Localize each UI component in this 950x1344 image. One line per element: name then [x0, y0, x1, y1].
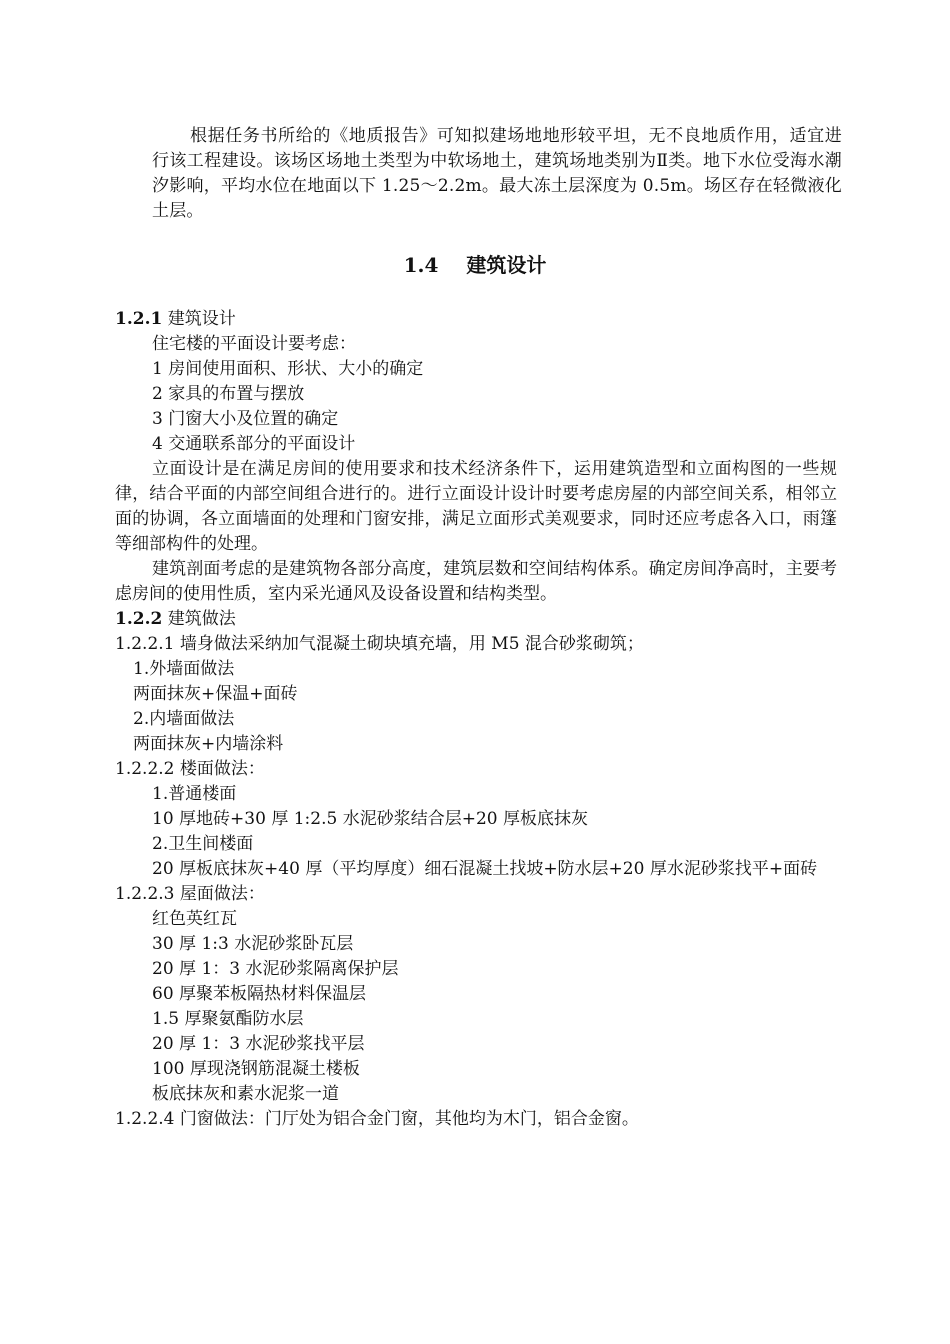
subsection-title: 建筑设计 [167, 309, 236, 329]
roof-layer: 20 厚 1：3 水泥砂浆找平层 [152, 1034, 365, 1054]
roof-layer: 1.5 厚聚氨酯防水层 [152, 1009, 304, 1029]
wall-method-line: 两面抹灰+保温+面砖 [133, 684, 298, 704]
section-design-paragraph: 建筑剖面考虑的是建筑物各部分高度，建筑层数和空间结构体系。确定房间净高时，主要考虑房间的使用性质，室内采光通风及设备设置和结构类型。 [115, 559, 837, 604]
floor-method-line: 10 厚地砖+30 厚 1:2.5 水泥砂浆结合层+20 厚板底抹灰 [152, 809, 588, 829]
roof-layer: 20 厚 1：3 水泥砂浆隔离保护层 [152, 959, 399, 979]
plan-item: 1 房间使用面积、形状、大小的确定 [152, 359, 424, 379]
section-number: 1.4 [403, 253, 439, 277]
elevation-design-paragraph: 立面设计是在满足房间的使用要求和技术经济条件下，运用建筑造型和立面构图的一些规律，结合平面的内部空间组合进行的。进行立面设计设计时要考虑房屋的内部空间关系，相邻立面的协调，各立面墙面的处理和门窗安排，满足立面形式美观要求，同时还应考虑各入口，雨篷等细部构件的处理。 [115, 459, 837, 554]
roof-layer: 板底抹灰和素水泥浆一道 [152, 1084, 339, 1104]
roof-layer: 100 厚现浇钢筋混凝土楼板 [152, 1059, 360, 1079]
plan-item: 4 交通联系部分的平面设计 [152, 434, 356, 454]
section-heading [0, 252, 950, 278]
subsection-heading-1-2-2 [115, 607, 837, 632]
wall-method-line: 1.外墙面做法 [133, 659, 235, 679]
subsection-heading-1-2-1 [115, 307, 837, 332]
floor-method-heading: 1.2.2.2 楼面做法： [115, 759, 265, 779]
wall-method-heading: 1.2.2.1 墙身做法采纳加气混凝土砌块填充墙，用 M5 混合砂浆砌筑； [115, 634, 644, 654]
geology-paragraph: 根据任务书所给的《地质报告》可知拟建场地地形较平坦，无不良地质作用，适宜进行该工程建设。该场区场地土类型为中软场地土，建筑场地类别为Ⅱ类。地下水位受海水潮汐影响，平均水位在地面以下 1.25～2.2m。最大冻土层深度为 0.5m。场区存在轻微液化土层。 [152, 126, 842, 221]
plan-item: 3 门窗大小及位置的确定 [152, 409, 339, 429]
floor-method-line: 20 厚板底抹灰+40 厚（平均厚度）细石混凝土找坡+防水层+20 厚水泥砂浆找平+面砖 [152, 859, 818, 879]
floor-method-line: 1.普通楼面 [152, 784, 237, 804]
plan-item: 2 家具的布置与摆放 [152, 384, 305, 404]
section-title-text: 建筑设计 [466, 253, 547, 277]
wall-method-line: 2.内墙面做法 [133, 709, 235, 729]
roof-layer: 红色英红瓦 [152, 909, 237, 929]
floor-method-line: 2.卫生间楼面 [152, 834, 254, 854]
subsection-number: 1.2.1 [115, 309, 163, 329]
roof-method-heading: 1.2.2.3 屋面做法： [115, 884, 265, 904]
subsection-number: 1.2.2 [115, 609, 163, 629]
door-window-method: 1.2.2.4 门窗做法：门厅处为铝合金门窗，其他均为木门，铝合金窗。 [115, 1109, 639, 1129]
roof-layer: 30 厚 1:3 水泥砂浆卧瓦层 [152, 934, 354, 954]
subsection-title: 建筑做法 [167, 609, 236, 629]
roof-layer: 60 厚聚苯板隔热材料保温层 [152, 984, 367, 1004]
document-body [115, 307, 837, 1132]
plan-design-lead: 住宅楼的平面设计要考虑： [152, 334, 356, 354]
wall-method-line: 两面抹灰+内墙涂料 [133, 734, 284, 754]
